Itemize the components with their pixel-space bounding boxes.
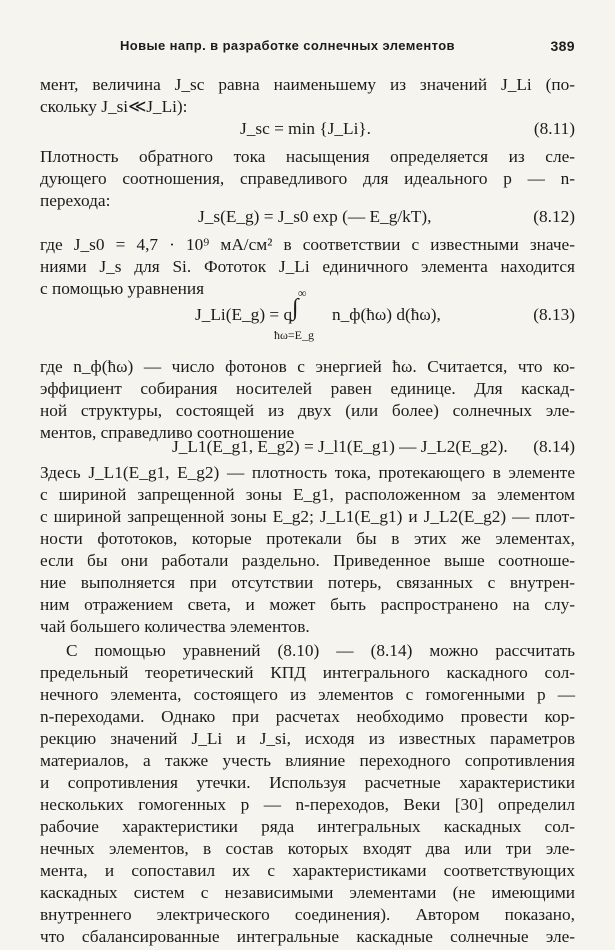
- text-line: рекцию значений J_Li и J_si, исходя из известных параметров: [40, 729, 575, 748]
- text-line: эффициент собирания носителей равен единице. Для каскад-: [40, 379, 575, 398]
- equation-formula: J_sc = min {J_Li}.: [240, 119, 371, 138]
- text-line: перехода:: [40, 191, 111, 210]
- text-line: с помощью уравнения: [40, 279, 205, 298]
- running-title: Новые напр. в разработке солнечных элементов: [120, 38, 455, 53]
- integral-symbol: ∫: [292, 295, 299, 321]
- equation-number: (8.12): [533, 207, 575, 226]
- equation-formula: J_L1(E_g1, E_g2) = J_l1(E_g1) — J_L2(E_g2).: [172, 437, 508, 456]
- equation-number: (8.11): [533, 119, 575, 138]
- equation-rhs: n_ф(ħω) d(ħω),: [332, 305, 441, 324]
- text-line: ной структуры, состоящей из двух (или более) солнечных эле-: [40, 401, 575, 420]
- text-line: n-переходами. Однако при расчетах необходимо провести кор-: [40, 707, 575, 726]
- text-line: мент, величина J_sc равна наименьшему из значений J_Li (по-: [40, 75, 575, 94]
- text-line: что сбалансированные интегральные каскадные солнечные эле-: [40, 927, 575, 946]
- integral-upper-limit: ∞: [298, 286, 307, 300]
- equation-8-11: [40, 118, 575, 148]
- text-line: ности фототоков, которые протекали бы в этих же элементах,: [40, 529, 575, 548]
- equation-lhs: J_Li(E_g) = q: [195, 305, 293, 324]
- text-line: Плотность обратного тока насыщения определяется из сле-: [40, 147, 575, 166]
- text-line: с шириной запрещенной зоны E_g2; J_L1(E_g1) и J_L2(E_g2) — плот-: [40, 507, 575, 526]
- equation-number: (8.14): [533, 437, 575, 456]
- text-line: материалов, а также учесть влияние переходного сопротивления: [40, 751, 575, 770]
- page-number: 389: [550, 38, 575, 54]
- integral-lower-limit: ħω=E_g: [274, 328, 314, 342]
- text-line: внутреннего электрического соединения). Автором показано,: [40, 905, 575, 924]
- text-line: с шириной запрещенной зоны E_g1, расположенном за элементом: [40, 485, 575, 504]
- text-line: ние выполняется при отсутствии потерь, связанных с внутрен-: [40, 573, 575, 592]
- text-line: если бы они работали раздельно. Приведенное выше соотноше-: [40, 551, 575, 570]
- text-line: нескольких гомогенных p — n-переходов, Веки [30] определил: [40, 795, 575, 814]
- text-line: дующего соотношения, справедливого для идеального p — n-: [40, 169, 575, 188]
- text-line: предельный теоретический КПД интегрального каскадного сол-: [40, 663, 575, 682]
- equation-number: (8.13): [533, 305, 575, 324]
- text-line: Здесь J_L1(E_g1, E_g2) — плотность тока, протекающего в элементе: [40, 463, 575, 482]
- text-line: нечного элемента, состоящего из элементов с гомогенными p —: [40, 685, 575, 704]
- text-line: С помощью уравнений (8.10) — (8.14) можно рассчитать: [66, 641, 575, 660]
- text-line: рабочие характеристики ряда интегральных каскадных сол-: [40, 817, 575, 836]
- text-line: ниями J_s для Si. Фототок J_Li единичного элемента находится: [40, 257, 575, 276]
- text-line: скольку J_si≪J_Li):: [40, 97, 188, 116]
- text-line: мента, и сопоставил их с характеристиками соответствующих: [40, 861, 575, 880]
- text-line: ним отражением света, и может быть распространено на слу-: [40, 595, 575, 614]
- text-line: ментов, справедливо соотношение: [40, 423, 295, 442]
- text-line: где n_ф(ħω) — число фотонов с энергией ħω. Считается, что ко-: [40, 357, 575, 376]
- equation-formula: J_s(E_g) = J_s0 exp (— E_g/kT),: [198, 207, 432, 226]
- text-line: и сопротивления утечки. Используя расчетные характеристики: [40, 773, 575, 792]
- text-line: где J_s0 = 4,7 · 10⁹ мА/см² в соответствии с известными значе-: [40, 235, 575, 254]
- text-line: нечных элементов, в состав которых входят два или три эле-: [40, 839, 575, 858]
- equation-8-12: [40, 206, 575, 236]
- text-line: каскадных систем с независимыми элементами (не имеющими: [40, 883, 575, 902]
- text-line: чай большего количества элементов.: [40, 617, 310, 636]
